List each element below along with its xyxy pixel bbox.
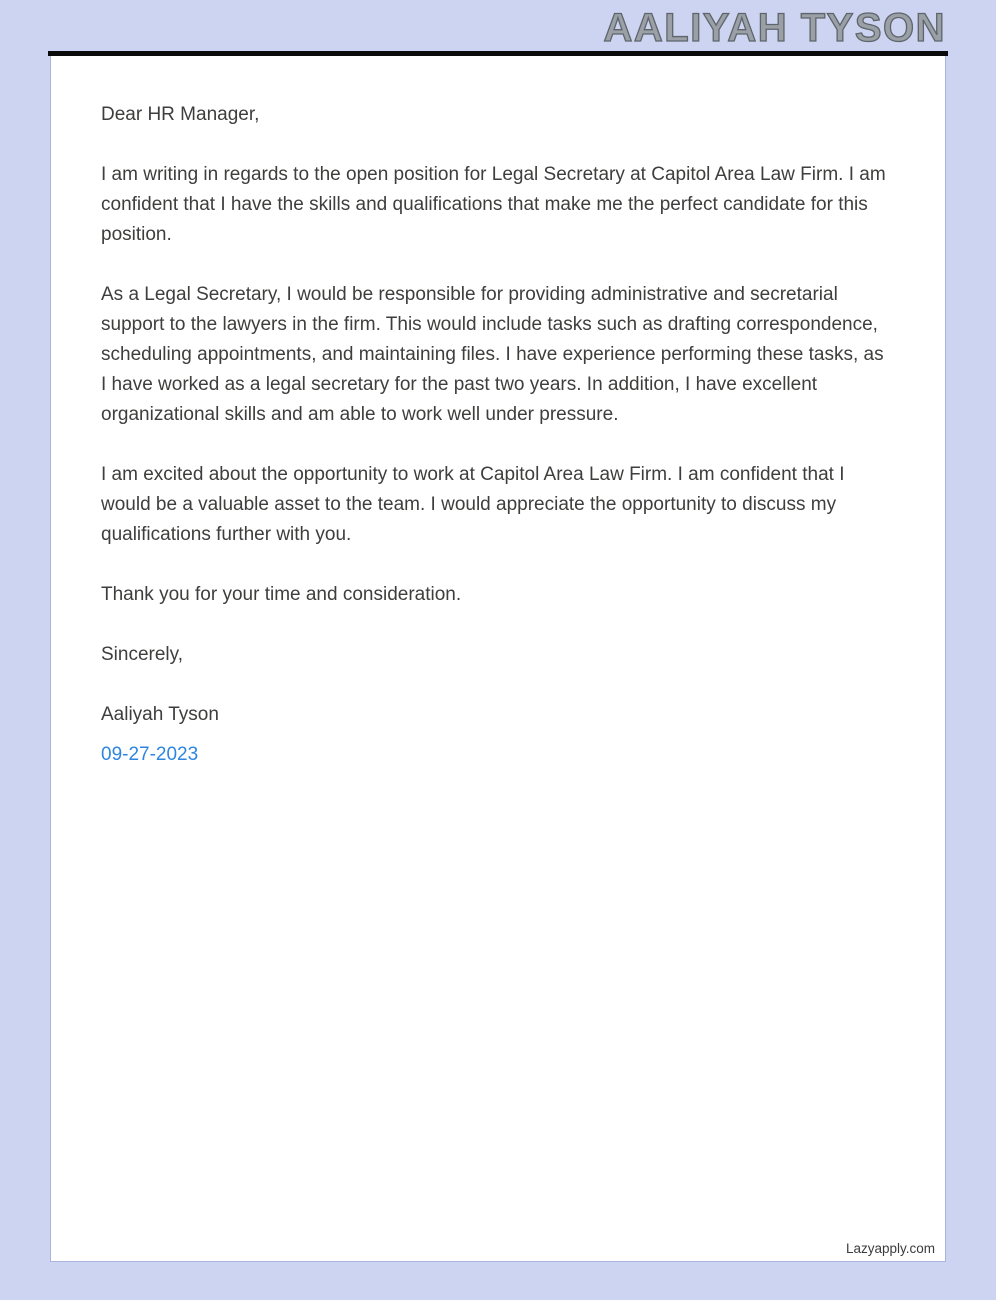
closing: Sincerely, [101, 644, 184, 665]
watermark: Lazyapply.com [845, 1241, 935, 1256]
letter-paragraph: As a Legal Secretary, I would be responsible for providing administrative and secretarial support to the lawyers in the firm. This would include tasks such as drafting correspondence, scheduling appointments, and maintaining files. I have experience performing these tasks, as I have worked as a legal secretary for the past two years. In addition, I have excellent organizational skills and am able to work well under pressure. [101, 284, 884, 425]
letter-paragraph: I am excited about the opportunity to work at Capitol Area Law Firm. I am confident that I would be a valuable asset to the team. I would appreciate the opportunity to discuss my qualifications further with you. [101, 464, 845, 545]
letter-paragraph: I am writing in regards to the open position for Legal Secretary at Capitol Area Law Firm. I am confident that I have the skills and qualifications that make me the perfect candidate for this position. [101, 164, 886, 245]
letter-sheet [50, 56, 946, 1262]
letter-paragraph: Thank you for your time and consideration. [101, 584, 462, 605]
letter-date: 09-27-2023 [101, 744, 199, 765]
applicant-name: AALIYAH TYSON [603, 6, 946, 50]
salutation: Dear HR Manager, [101, 104, 260, 125]
signature-name: Aaliyah Tyson [101, 704, 219, 725]
